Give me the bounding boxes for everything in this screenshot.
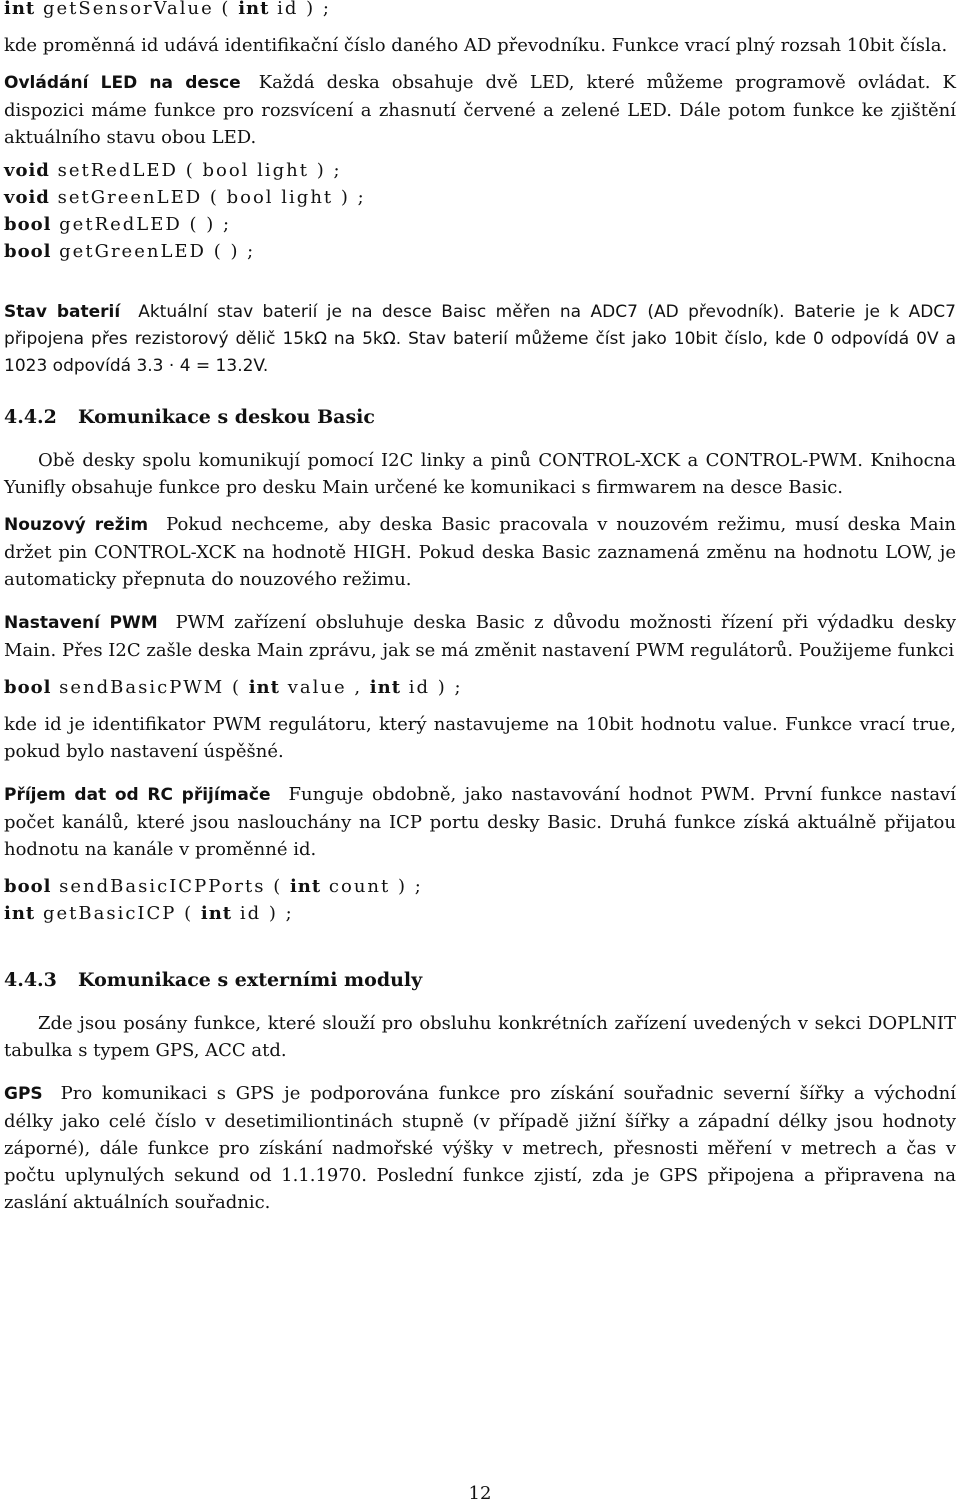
pwm-text: PWM zařízení obsluhuje deska Basic z důvodu možnosti řízení při výdadku desky Main. Přes I2C zašle deska Main zprávu, jak se má změnit nastavení PWM regulátorů. Použijeme funkci [4, 612, 956, 661]
emergency-paragraph [4, 511, 956, 593]
led-text: Každá deska obsahuje dvě LED, které můžeme programově ovládat. K dispozici máme funkce pro rozsvícení a zhasnutí červené a zelené LED. Dále potom funkce ke zjištění aktuálního stavu obou LED. [4, 72, 956, 148]
emergency-text: Pokud nechceme, aby deska Basic pracovala v nouzovém režimu, musí deska Main držet pin CONTROL-XCK na hodnotě HIGH. Pokud deska Basic zaznamená změnu na hodnotu LOW, je automaticky přepnuta do nouzového režimu. [4, 514, 957, 590]
battery-title: Stav baterií [4, 302, 121, 322]
rc-paragraph [4, 781, 956, 863]
gps-title: GPS [4, 1084, 43, 1104]
section-442-heading: 4.4.2 Komunikace s deskou Basic [4, 406, 375, 428]
code-getbasicicp: int getBasicICP ( int id ) ; [4, 903, 294, 924]
emergency-title: Nouzový režim [4, 515, 149, 535]
led-code-block [4, 157, 956, 265]
gps-paragraph [4, 1080, 956, 1216]
pwm-title: Nastavení PWM [4, 613, 158, 633]
battery-text: Aktuální stav baterií je na desce Baisc měřen na ADC7 (AD převodník). Baterie je k ADC7 připojena přes rezistorový dělič 15kΩ na 5kΩ. Stav baterií můžeme číst jako 10bit číslo, kde 0 odpovídá 0V a 1023 odpovídá 3.3 · 4 = 13.2V. [4, 302, 956, 376]
section-443-heading: 4.4.3 Komunikace s externími moduly [4, 969, 423, 991]
code-sendbasicpwm: bool sendBasicPWM ( int value , int id ) ; [4, 677, 463, 698]
section-442-intro: Obě desky spolu komunikují pomocí I2C linky a pinů CONTROL-XCK a CONTROL-PWM. Knihocna Yunifly obsahuje funkce pro desku Main určené ke komunikaci s firmwarem na desce Basic. [4, 450, 956, 498]
pwm-after-text: kde id je identifikator PWM regulátoru, který nastavujeme na 10bit hodnotu value. Funkce vrací true, pokud bylo nastavení úspěšné. [4, 714, 956, 762]
code-line: void setRedLED ( bool light ) ; [4, 160, 342, 181]
getsensorvalue-description: kde proměnná id udává identifikační číslo daného AD převodníku. Funkce vrací plný rozsah 10bit čísla. [4, 35, 948, 56]
code-line: bool getRedLED ( ) ; [4, 214, 232, 235]
page-number: 12 [468, 1483, 492, 1504]
gps-text: Pro komunikaci s GPS je podporována funkce pro získání souřadnic severní šířky a východní délky jako celé číslo v desetimiliontinách stupně (v případě jižní šířky a západní délky jsou hodnoty záporné), dále funkce pro získání nadmořské výšky v metrech, přesnosti měření v metrech a čas v počtu uplynulých sekund od 1.1.1970. Poslední funkce zjistí, zda je GPS připojena a připravena na zaslání aktuálních souřadnic. [4, 1083, 956, 1213]
pwm-paragraph [4, 609, 956, 664]
battery-paragraph [4, 299, 956, 380]
code-line: bool getGreenLED ( ) ; [4, 241, 256, 262]
code-sendbasicicpports: bool sendBasicICPPorts ( int count ) ; [4, 876, 423, 897]
led-paragraph [4, 69, 956, 151]
section-443-intro: Zde jsou posány funkce, které slouží pro obsluhu konkrétních zařízení uvedených v sekci DOPLNIT tabulka s typem GPS, ACC atd. [4, 1013, 956, 1061]
led-title: Ovládání LED na desce [4, 73, 241, 93]
rc-title: Příjem dat od RC přijímače [4, 785, 271, 805]
document-page [4, 0, 956, 1216]
code-getsensorvalue: int getSensorValue ( int id ) ; [4, 0, 331, 19]
code-line: void setGreenLED ( bool light ) ; [4, 187, 366, 208]
rc-text: Funguje obdobně, jako nastavování hodnot PWM. První funkce nastaví počet kanálů, které jsou naslouchány na ICP portu desky Basic. Druhá funkce získá aktuálně přijatou hodnotu na kanále v proměnné id. [4, 784, 956, 860]
